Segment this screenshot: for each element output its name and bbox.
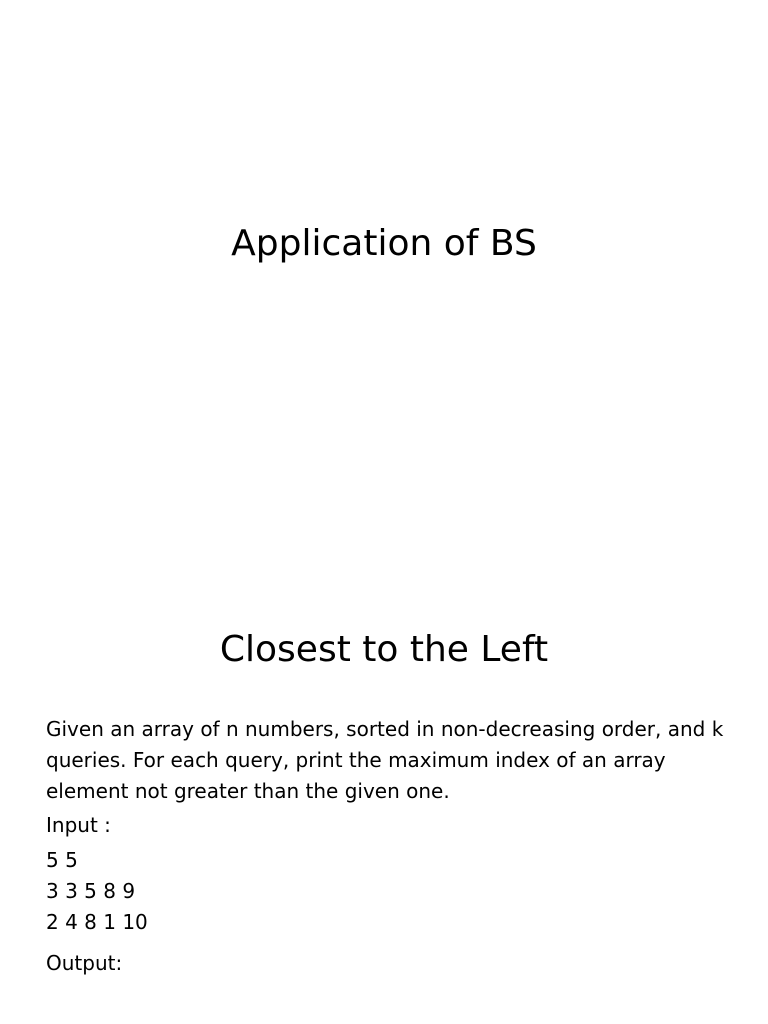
input-label: Input :	[46, 813, 111, 837]
problem-body	[46, 714, 726, 979]
problem-description: Given an array of n numbers, sorted in non-decreasing order, and k queries. For each query, print the maximum index of an array element not greater than the given one.	[46, 717, 724, 803]
input-line: 3 3 5 8 9	[46, 879, 136, 903]
slide-title: Application of BS	[231, 223, 537, 264]
input-line: 2 4 8 1 10	[46, 910, 148, 934]
input-sample	[46, 845, 726, 938]
slide-problem	[0, 576, 768, 1024]
output-label: Output:	[46, 951, 123, 975]
input-line: 5 5	[46, 848, 78, 872]
problem-title: Closest to the Left	[219, 629, 549, 670]
